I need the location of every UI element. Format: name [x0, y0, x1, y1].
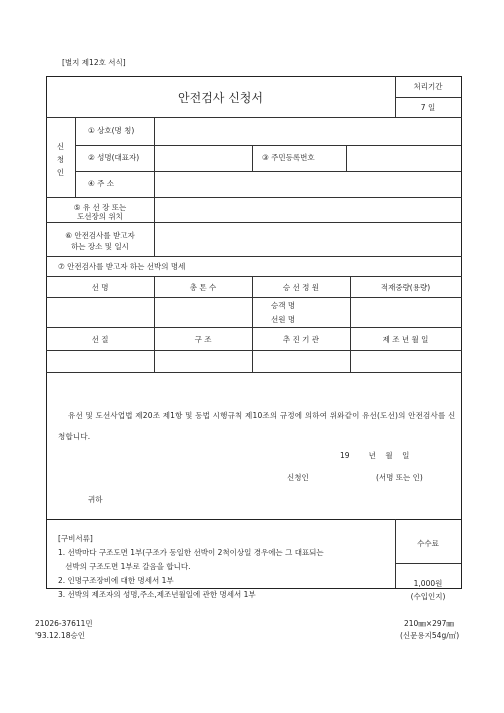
col-capacity: 승 선 정 원 — [282, 283, 320, 292]
material-field[interactable] — [47, 351, 153, 371]
required-doc-item: 선박의 구조도면 1부로 갈음을 합니다. — [58, 562, 191, 571]
ship-name-field[interactable] — [47, 298, 153, 326]
fee-amount: 1,000원 — [413, 579, 443, 588]
processing-label: 처리기간 — [413, 82, 443, 91]
inspection-place-field[interactable] — [155, 223, 460, 255]
structure-field[interactable] — [155, 351, 251, 371]
paper-type: (신문용지54g/㎡) — [400, 631, 460, 640]
required-doc-item: 3. 선박의 제조자의 성명,주소,제조년월일에 관한 명세서 1부 — [58, 590, 256, 599]
engine-field[interactable] — [253, 351, 349, 371]
id-number-field[interactable] — [347, 146, 460, 170]
tonnage-field[interactable] — [155, 298, 251, 326]
processing-days: 7 일 — [420, 103, 436, 112]
addressee: 귀하 — [88, 495, 103, 504]
fee-note: (수입인지) — [410, 592, 446, 601]
address-field[interactable] — [155, 172, 460, 196]
required-doc-item: 1. 선박마다 구조도면 1부(구조가 동일한 선박이 2척이상일 경우에는 그 대표되는 — [58, 548, 324, 557]
page-title: 안전검사 신청서 — [178, 91, 263, 105]
inspection-place-label: ⑥ 안전검사를 받고자 하는 장소 및 일시 — [65, 231, 135, 251]
paper-size: 210㎜×297㎜ — [404, 619, 454, 628]
representative-label: ② 성명(대표자) — [88, 153, 140, 162]
ship-section-label: ⑦ 안전검사를 받고자 하는 선박의 명세 — [58, 262, 186, 271]
crew-count: 선원 명 — [271, 315, 296, 324]
shipyard-location-field[interactable] — [155, 198, 460, 221]
required-doc-item: 2. 인명구조장비에 대한 명세서 1부 — [58, 576, 174, 585]
applicant-group-label: 신 청 인 — [56, 142, 65, 177]
form-code: 21026-37611민 — [35, 619, 93, 628]
col-material: 선 질 — [91, 335, 109, 344]
passenger-count: 승객 명 — [271, 301, 296, 310]
sign-note: (서명 또는 인) — [376, 473, 423, 482]
col-ship-name: 선 명 — [91, 283, 109, 292]
name-field[interactable] — [155, 118, 460, 144]
required-docs-title: [구비서류] — [58, 534, 93, 543]
application-date: 19 년 월 일 — [340, 451, 410, 460]
manufacture-date-field[interactable] — [351, 351, 460, 371]
application-statement: 유선 및 도선사업법 제20조 제1항 및 동법 시행규칙 제10조의 규정에 의하여 위와같이 유선(도선)의 안전검사를 신청합니다. — [58, 411, 456, 441]
name-label: ① 상호(명 칭) — [88, 126, 135, 135]
fee-label: 수수료 — [417, 539, 439, 548]
address-label: ④ 주 소 — [88, 179, 114, 188]
representative-field[interactable] — [155, 146, 251, 170]
col-manufacture-date: 제 조 년 월 일 — [382, 335, 429, 344]
shipyard-location-label: ⑤ 유 선 장 또는 도선장의 위치 — [73, 203, 127, 221]
col-structure: 구 조 — [194, 335, 212, 344]
col-engine: 추 진 기 관 — [282, 335, 320, 344]
applicant-sign-label: 신청인 — [287, 473, 309, 482]
load-field[interactable] — [351, 298, 460, 326]
id-number-label: ③ 주민등록번호 — [262, 153, 315, 162]
approval-date: '93.12.18승인 — [35, 631, 85, 640]
col-load: 적재중량(용량) — [380, 283, 431, 292]
col-tonnage: 총 톤 수 — [189, 283, 217, 292]
form-number: [별지 제12호 서식] — [62, 58, 126, 67]
